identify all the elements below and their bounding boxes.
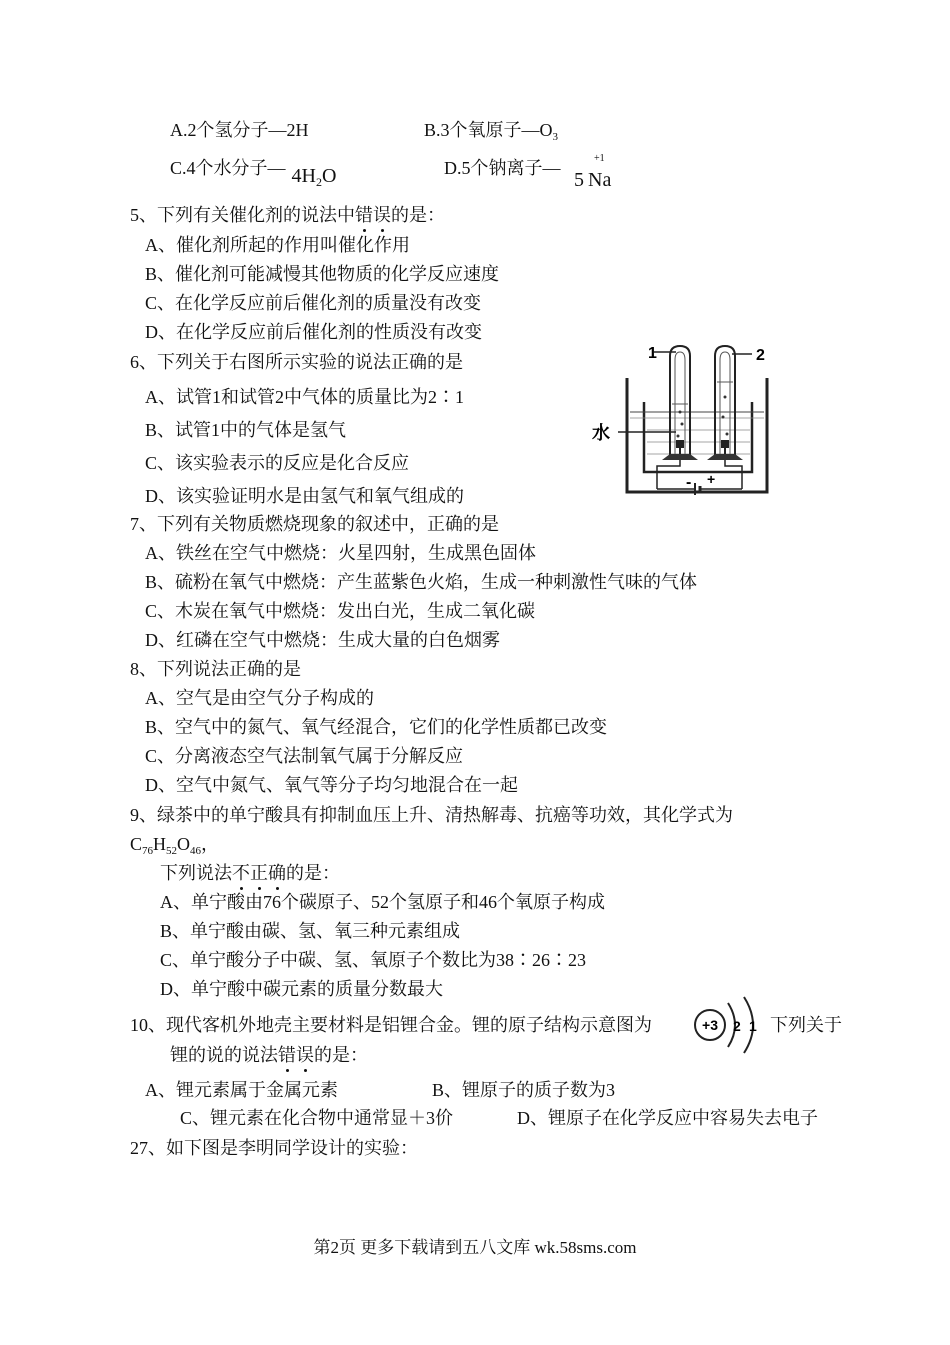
q9-option-a: A、单宁酸由76个碳原子、52个氢原子和46个氧原子构成 [160, 892, 605, 912]
q7-option-c: C、木炭在氧气中燃烧：发出白光，生成二氧化碳 [145, 601, 536, 621]
q10-stem-line2: 锂的说的说法错误的是： [170, 1045, 368, 1065]
page-footer: 第2页 更多下载请到五八文库 wk.58sms.com [313, 1238, 637, 1257]
q8-option-d: D、空气中氮气、氧气等分子均匀地混合在一起 [145, 775, 518, 795]
q6-stem: 6、下列关于右图所示实验的说法正确的是 [130, 352, 463, 372]
q10-option-d: D、锂原子在化学反应中容易失去电子 [517, 1108, 818, 1128]
beaker-outline [627, 378, 767, 492]
q9-option-d: D、单宁酸中碳元素的质量分数最大 [160, 979, 443, 999]
q10-stem-tail: 下列关于 [770, 1015, 842, 1035]
q8-option-c: C、分离液态空气法制氧气属于分解反应 [145, 746, 464, 766]
shell-1-electrons: 2 [733, 1018, 741, 1034]
q9-option-c: C、单宁酸分子中碳、氢、氧原子个数比为38∶26∶23 [160, 950, 587, 970]
q6-option-b: B、试管1中的气体是氢气 [145, 420, 347, 440]
q9-substem: 下列说法不正确的是： [160, 863, 340, 883]
q6-option-d: D、该实验证明水是由氢气和氧气组成的 [145, 486, 464, 506]
q5-stem: 5、下列有关催化剂的说法中错误的是： [130, 205, 445, 225]
q7-option-d: D、红磷在空气中燃烧：生成大量的白色烟雾 [145, 630, 500, 650]
shell-2-electrons: 1 [749, 1018, 757, 1034]
tube-2-label: 2 [756, 347, 765, 364]
q9-option-b: B、单宁酸由碳、氢、氧三种元素组成 [160, 921, 461, 941]
q4-option-a: A.2个氢分子—2H [170, 120, 309, 140]
q10-option-b: B、锂原子的质子数为3 [432, 1080, 616, 1100]
q6-option-c: C、该实验表示的反应是化合反应 [145, 453, 410, 473]
q5-option-d: D、在化学反应前后催化剂的性质没有改变 [145, 322, 482, 342]
q4-option-d: D.5个钠离子— [444, 158, 561, 178]
q5-option-c: C、在化学反应前后催化剂的质量没有改变 [145, 293, 482, 313]
nucleus-charge: +3 [702, 1017, 718, 1033]
q7-option-b: B、硫粉在氧气中燃烧：产生蓝紫色火焰，生成一种刺激性气味的气体 [145, 572, 698, 592]
positive-terminal-label: + [707, 471, 716, 487]
q6-option-a: A、试管1和试管2中气体的质量比为2∶1 [145, 387, 464, 407]
tube-1-label: 1 [648, 345, 657, 362]
lithium-atom-structure-diagram [692, 995, 767, 1057]
q10-option-c: C、锂元素在化合物中通常显＋3价 [180, 1108, 454, 1128]
q8-option-a: A、空气是由空气分子构成的 [145, 688, 374, 708]
electrode-1 [676, 440, 684, 448]
electrode-2 [721, 440, 729, 448]
q4-option-b: B.3个氧原子$—O_3$ [424, 120, 559, 143]
q27-stem: 27、如下图是李明同学设计的实验： [130, 1138, 418, 1158]
water-formula: $4H_2O$ [291, 165, 337, 189]
q8-option-b: B、空气中的氮气、氧气经混合，它们的化学性质都已改变 [145, 717, 608, 737]
water-label: 水 [592, 423, 610, 444]
electrolysis-apparatus-figure [572, 342, 772, 502]
q8-stem: 8、下列说法正确的是 [130, 659, 301, 679]
q5-option-a: A、催化剂所起的作用叫催化作用 [145, 235, 410, 255]
q9-stem: 9、绿茶中的单宁酸具有抑制血压上升、清热解毒、抗癌等功效，其化学式为 [130, 805, 733, 825]
q9-formula: $C_{76}H_{52}O_{46}$， [130, 834, 220, 857]
q7-stem: 7、下列有关物质燃烧现象的叙述中，正确的是 [130, 514, 499, 534]
q10-stem: 10、现代客机外地壳主要材料是铝锂合金。锂的原子结构示意图为 [130, 1015, 652, 1035]
q10-option-a: A、锂元素属于金属元素 [145, 1080, 338, 1100]
negative-terminal-label: - [686, 474, 692, 491]
q4-option-c: C.4个水分子— $4H_2O$ [170, 158, 337, 189]
q5-option-b: B、催化剂可能减慢其他物质的化学反应速度 [145, 264, 500, 284]
q7-option-a: A、铁丝在空气中燃烧：火星四射，生成黑色固体 [145, 543, 536, 563]
